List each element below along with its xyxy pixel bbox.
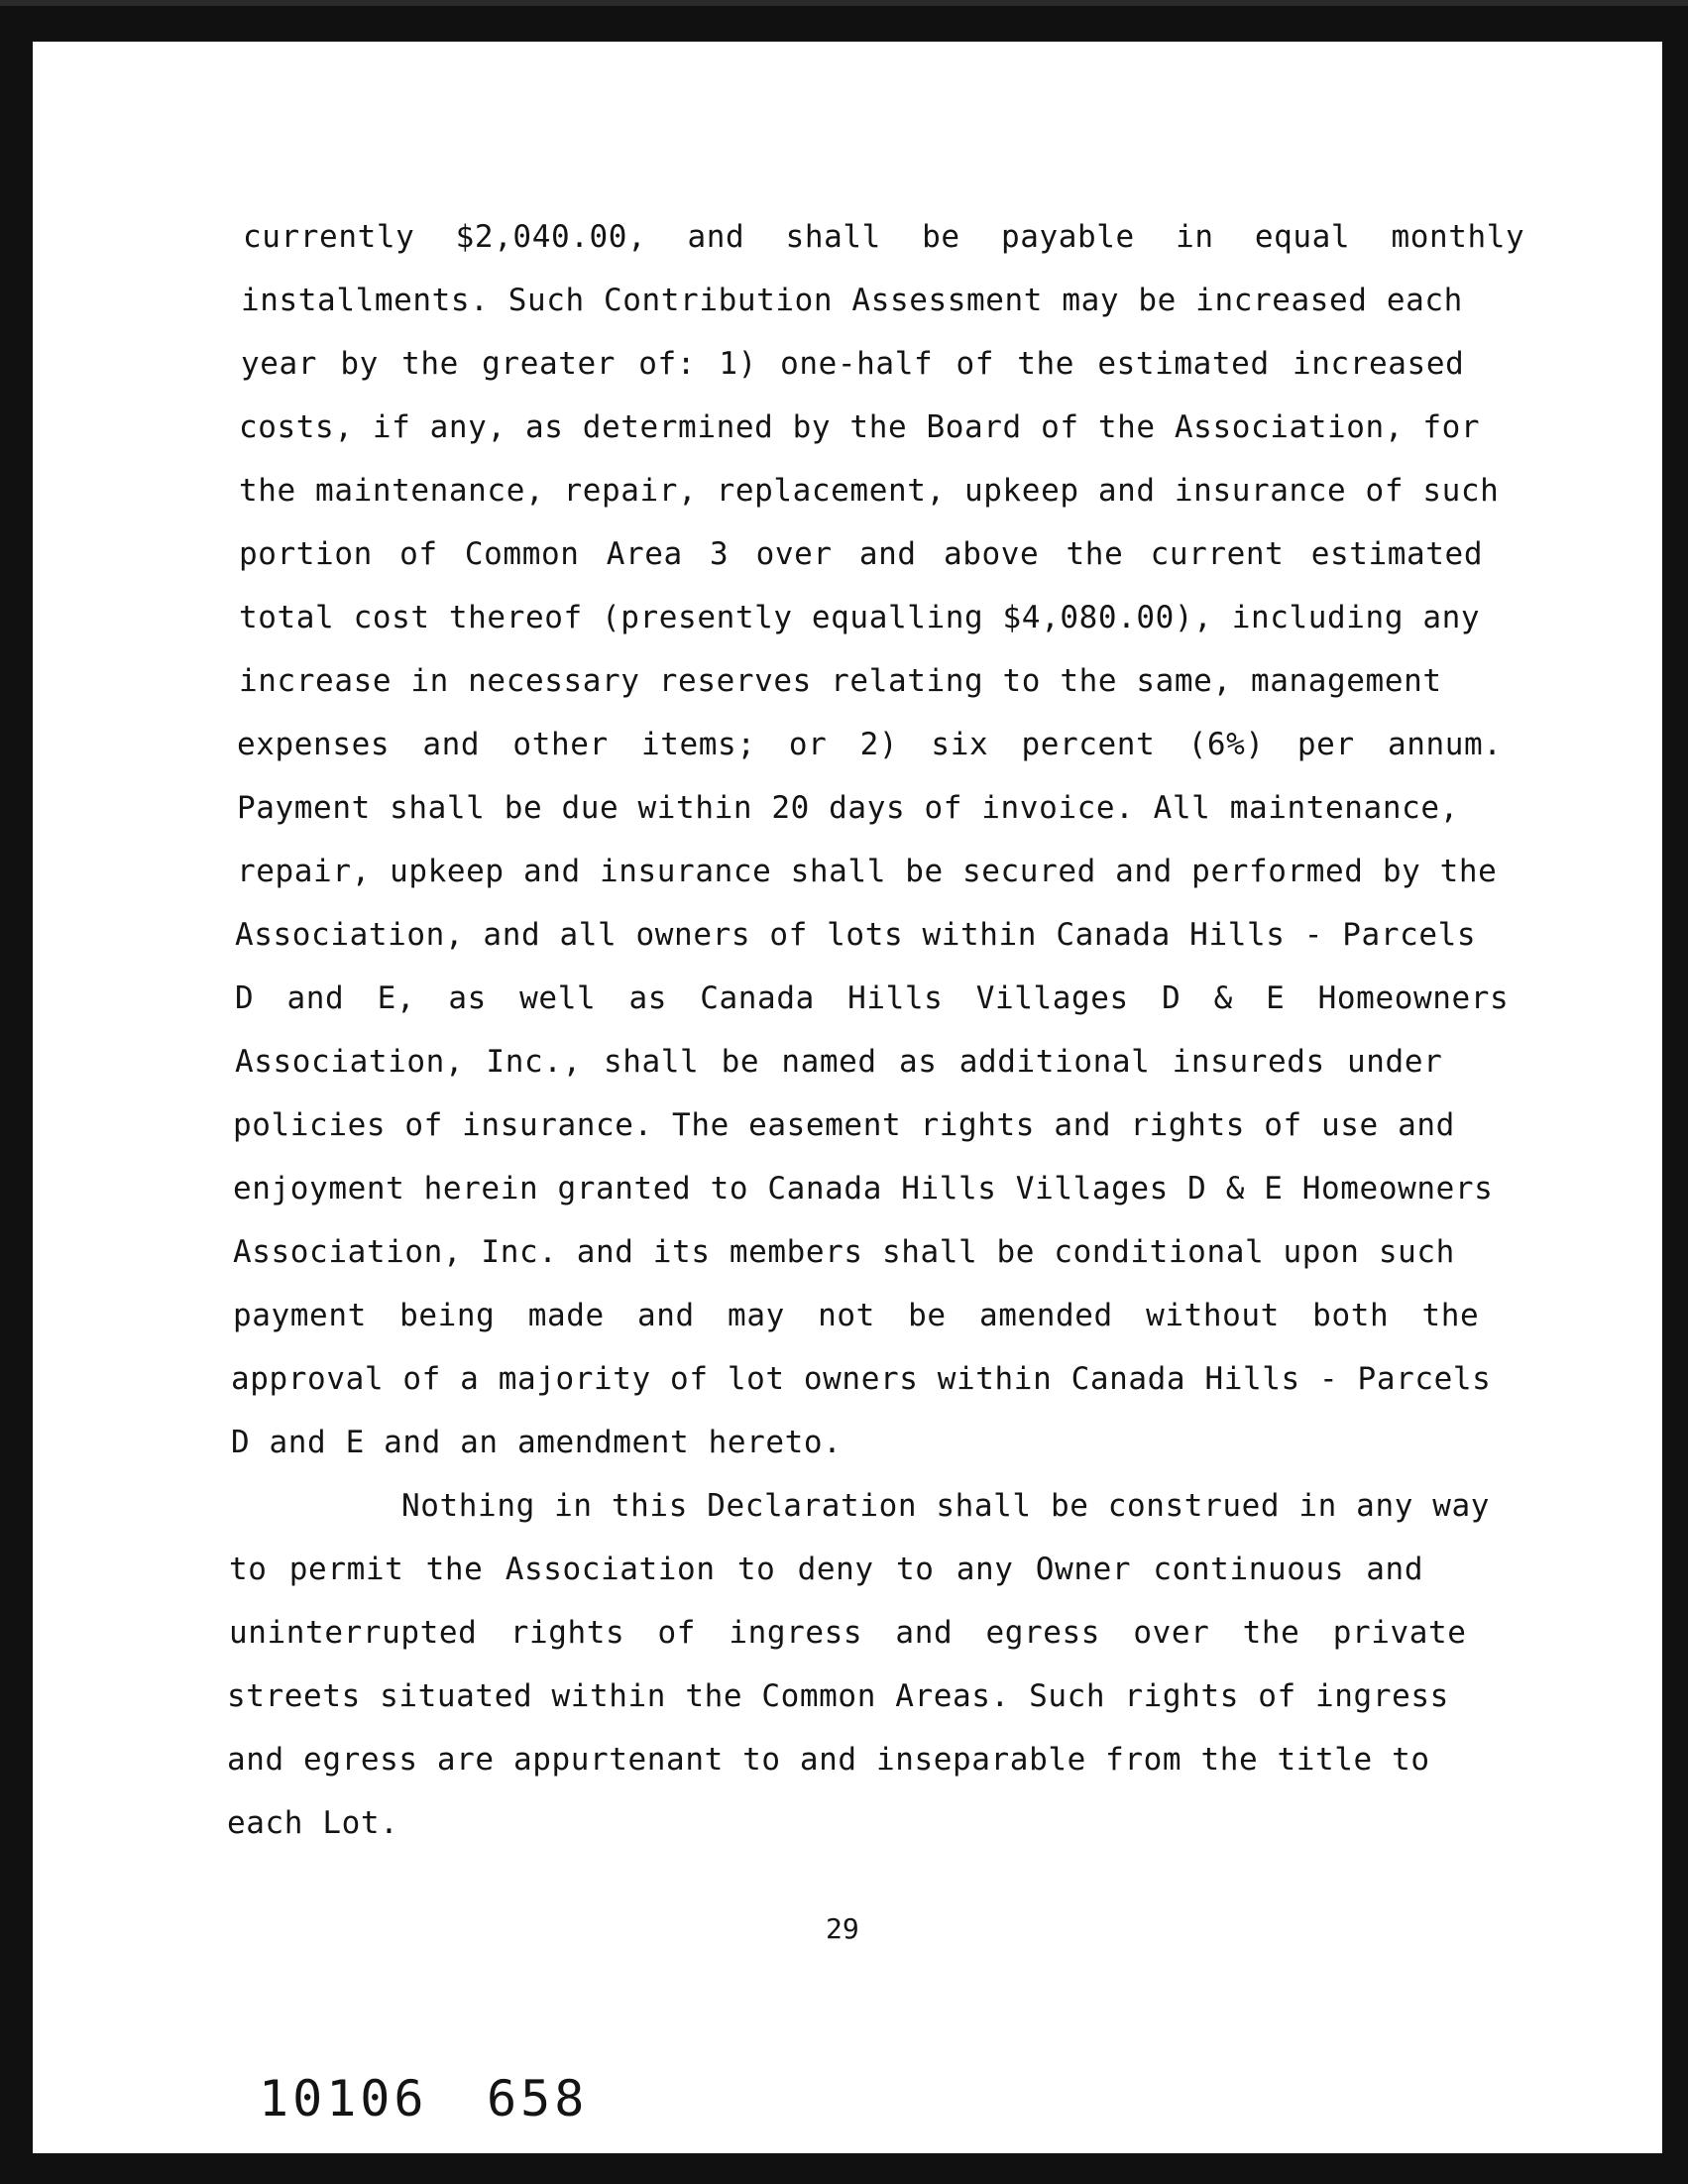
body-line: D and E, as well as Canada Hills Villages D & E Homeowners bbox=[235, 980, 1510, 1016]
body-line: policies of insurance. The easement rights and rights of use and bbox=[233, 1107, 1455, 1143]
body-line: each Lot. bbox=[227, 1805, 399, 1841]
body-line: streets situated within the Common Areas. Such rights of ingress bbox=[227, 1678, 1449, 1714]
body-line: portion of Common Area 3 over and above the current estimated bbox=[239, 536, 1484, 572]
body-line: Nothing in this Declaration shall be construed in any way bbox=[401, 1488, 1491, 1524]
document-page bbox=[33, 42, 1662, 2153]
top-edge-streak bbox=[0, 0, 1688, 6]
body-line: repair, upkeep and insurance shall be secured and performed by the bbox=[237, 854, 1498, 889]
body-line: D and E and an amendment hereto. bbox=[231, 1425, 843, 1460]
page-number: 29 bbox=[826, 1912, 859, 1945]
body-line: Payment shall be due within 20 days of invoice. All maintenance, bbox=[237, 790, 1459, 826]
body-line: total cost thereof (presently equalling $4,080.00), including any bbox=[239, 600, 1481, 635]
body-line: Association, and all owners of lots within Canada Hills - Parcels bbox=[235, 917, 1477, 953]
recording-number: 10106 bbox=[259, 2070, 428, 2127]
body-line: to permit the Association to deny to any Owner continuous and bbox=[229, 1552, 1424, 1587]
body-line: increase in necessary reserves relating to the same, management bbox=[239, 663, 1442, 699]
document-body bbox=[33, 42, 1662, 2153]
body-line: uninterrupted rights of ingress and egress over the private bbox=[229, 1615, 1467, 1651]
body-line: installments. Such Contribution Assessment may be increased each bbox=[241, 283, 1463, 318]
body-line: enjoyment herein granted to Canada Hills Villages D & E Homeowners bbox=[233, 1171, 1494, 1207]
body-line: expenses and other items; or 2) six percent (6%) per annum. bbox=[237, 727, 1503, 762]
body-line: Association, Inc., shall be named as additional insureds under bbox=[235, 1044, 1443, 1080]
body-line: payment being made and may not be amended without both the bbox=[233, 1298, 1480, 1333]
body-line: the maintenance, repair, replacement, upkeep and insurance of such bbox=[239, 473, 1500, 509]
body-line: approval of a majority of lot owners within Canada Hills - Parcels bbox=[231, 1361, 1492, 1397]
body-line: currently $2,040.00, and shall be payable in equal monthly bbox=[243, 219, 1525, 255]
recording-page: 658 bbox=[487, 2070, 589, 2127]
body-line: and egress are appurtenant to and inseparable from the title to bbox=[227, 1742, 1430, 1778]
body-line: year by the greater of: 1) one-half of the estimated increased bbox=[241, 346, 1465, 382]
body-line: Association, Inc. and its members shall be conditional upon such bbox=[233, 1234, 1455, 1270]
body-line: costs, if any, as determined by the Board of the Association, for bbox=[239, 409, 1481, 445]
